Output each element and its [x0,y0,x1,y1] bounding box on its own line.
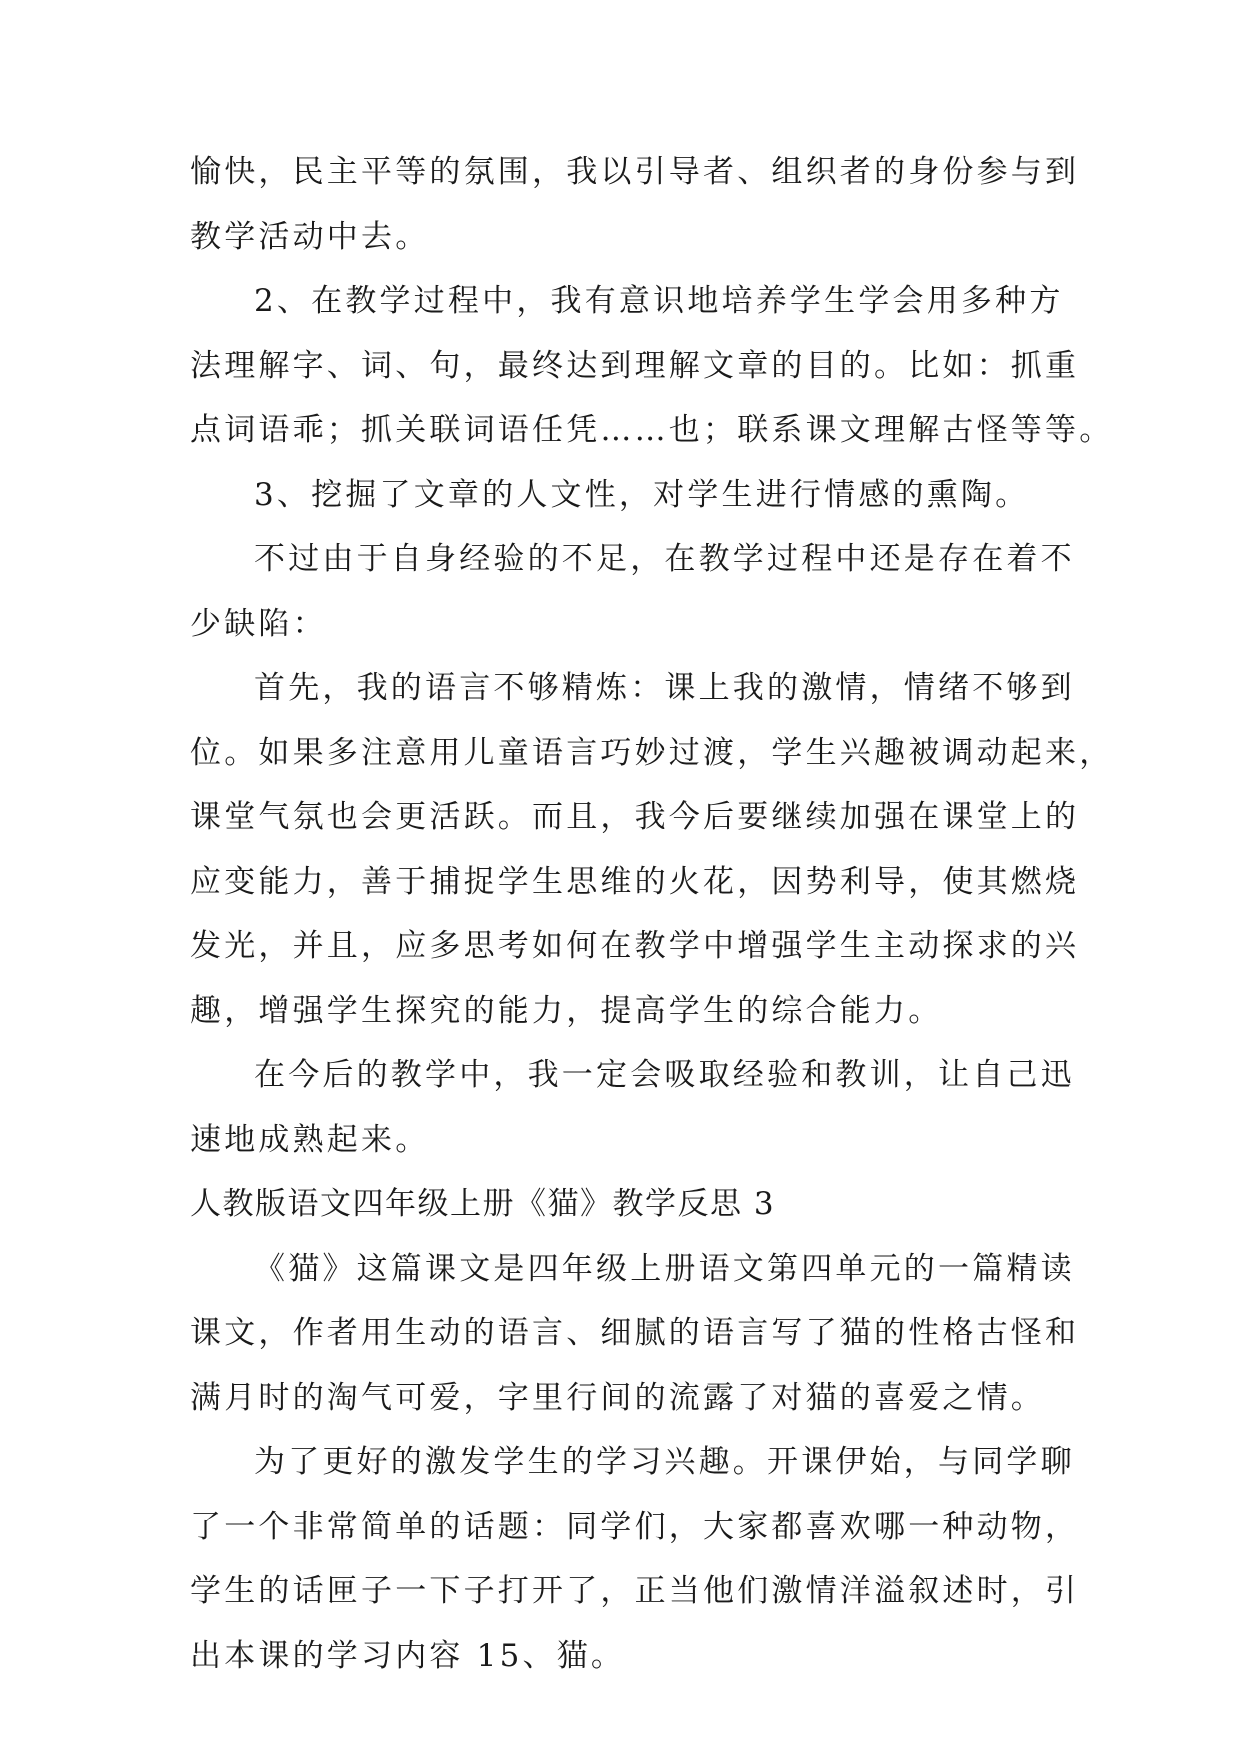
text-line: 《猫》这篇课文是四年级上册语文第四单元的一篇精读 [254,1250,1075,1287]
text-line: 首先，我的语言不够精炼：课上我的激情，情绪不够到 [254,670,1075,706]
text-line: 应变能力，善于捕捉学生思维的火花，因势利导，使其燃烧 [190,863,1080,900]
document-page [190,140,1114,1688]
text-line: 在今后的教学中，我一定会吸取经验和教训，让自己迅 [254,1057,1075,1093]
text-line: 趣，增强学生探究的能力，提高学生的综合能力。 [190,992,943,1029]
text-line: 教学活动中去。 [190,218,430,255]
text-line: 学生的话匣子一下子打开了，正当他们激情洋溢叙述时，引 [190,1573,1080,1609]
text-line: 愉快，民主平等的氛围，我以引导者、组织者的身份参与到 [190,154,1080,190]
text-line: 法理解字、词、句，最终达到理解文章的目的。比如：抓重 [190,347,1080,384]
text-line: 课堂气氛也会更活跃。而且，我今后要继续加强在课堂上的 [190,799,1080,835]
text-line: 点词语乖；抓关联词语任凭……也；联系课文理解古怪等等。 [190,412,1114,448]
text-line: 少缺陷： [190,605,327,642]
text-line: 位。如果多注意用儿童语言巧妙过渡，学生兴趣被调动起来， [190,734,1114,771]
text-line: 为了更好的激发学生的学习兴趣。开课伊始，与同学聊 [254,1444,1075,1480]
text-line: 2、在教学过程中，我有意识地培养学生学会用多种方 [254,283,1064,319]
text-line: 了一个非常简单的话题：同学们，大家都喜欢哪一种动物， [190,1508,1080,1545]
text-line: 不过由于自身经验的不足，在教学过程中还是存在着不 [254,541,1075,577]
text-line: 速地成熟起来。 [190,1121,430,1158]
text-line: 课文，作者用生动的语言、细腻的语言写了猫的性格古怪和 [190,1315,1080,1351]
text-line: 发光，并且，应多思考如何在教学中增强学生主动探求的兴 [190,928,1080,964]
text-line: 出本课的学习内容 15、猫。 [190,1637,626,1674]
text-line: 满月时的淘气可爱，字里行间的流露了对猫的喜爱之情。 [190,1379,1045,1416]
section-heading: 人教版语文四年级上册《猫》教学反思 3 [190,1186,776,1222]
text-line: 3、挖掘了文章的人文性，对学生进行情感的熏陶。 [254,476,1030,513]
